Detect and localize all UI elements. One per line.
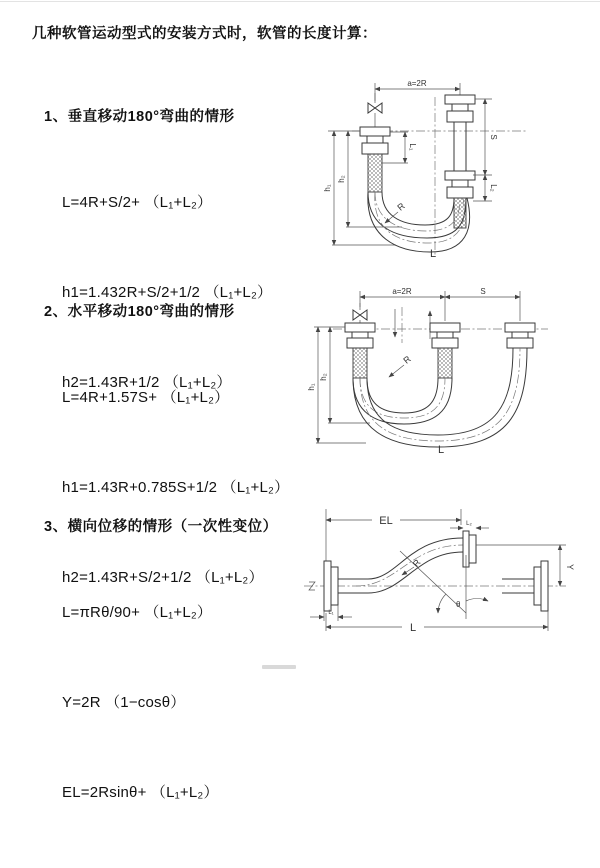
formula-line: L=4R+1.57S+ （L₁+L₂）	[62, 389, 230, 406]
dim-label-h2: h₂	[337, 175, 346, 183]
upper-right-flange	[463, 531, 476, 567]
left-flange	[345, 323, 375, 348]
leader-line-r	[385, 212, 398, 223]
diagram-lateral-displacement	[298, 505, 598, 640]
dim-label-a2r: a=2R	[392, 287, 412, 296]
leader-line-r	[389, 365, 404, 377]
dim-label-y: Y	[565, 563, 575, 571]
theta-arc	[438, 594, 446, 613]
section-1-heading: 1、垂直移动180°弯曲的情形	[44, 109, 235, 125]
braided-hose-section	[438, 348, 452, 378]
braided-hose-section	[368, 154, 382, 192]
formula-line: h1=1.432R+S/2+1/2 （L₁+L₂）	[62, 284, 273, 301]
angle-label-theta: θ	[456, 600, 461, 609]
hose-s-curve	[356, 538, 463, 593]
diagram-horizontal-180-bend	[308, 285, 598, 455]
theta-arc	[466, 599, 488, 601]
leader-line-r	[402, 567, 414, 575]
page-edge-mark	[262, 665, 296, 669]
right-flange-lower	[445, 171, 475, 198]
dim-label-l1: L₁	[328, 610, 334, 616]
formula-line: L=πRθ/90+ （L₁+L₂）	[62, 604, 213, 621]
dim-label-r: R	[395, 200, 407, 213]
dim-label-h1: h₁	[323, 184, 332, 192]
formula-line: EL=2Rsinθ+ （L₁+L₂）	[62, 784, 219, 801]
dim-label-r: R	[410, 557, 423, 569]
formula-line: h2=1.43R+1/2 （L₁+L₂）	[62, 374, 232, 391]
section-3-formulas	[62, 538, 219, 868]
left-flange	[324, 561, 338, 611]
formula-line: L=4R+S/2+ （L₁+L₂）	[62, 194, 213, 211]
right-flange-upper	[445, 95, 475, 122]
right-flange-moved	[505, 323, 535, 348]
hose-u-bend-original	[353, 378, 452, 424]
diagram-vertical-180-bend	[310, 75, 595, 260]
braided-hose-section	[353, 348, 367, 378]
dim-label-h1: h₁	[307, 383, 316, 391]
valve-icon	[353, 303, 367, 325]
page-top-rule	[0, 1, 600, 2]
left-flange	[360, 127, 390, 154]
dim-label-h2: h₂	[319, 373, 328, 381]
section-2-heading: 2、水平移动180°弯曲的情形	[44, 304, 235, 320]
dim-label-s: S	[489, 134, 498, 140]
dim-label-s: S	[480, 287, 486, 296]
middle-flange	[430, 323, 460, 348]
dim-label-l: L	[437, 444, 445, 456]
dim-label-l: L	[429, 248, 437, 260]
dim-label-el: EL	[379, 515, 393, 527]
formula-line: h2=1.43R+S/2+1/2 （L₁+L₂）	[62, 569, 264, 586]
page-title: 几种软管运动型式的安装方式时，软管的长度计算：	[32, 26, 377, 42]
dim-label-r: R	[401, 353, 413, 366]
lower-right-flange	[534, 561, 548, 611]
dim-label-l: L	[409, 622, 417, 634]
formula-line: Y=2R （1−cosθ）	[62, 694, 186, 711]
formula-line: h1=1.43R+0.785S+1/2 （L₁+L₂）	[62, 479, 290, 496]
dim-label-l2: L₂	[466, 521, 472, 527]
valve-icon	[368, 93, 382, 127]
dim-label-l1: L₁	[408, 143, 417, 151]
dim-label-l2: L₂	[489, 184, 498, 192]
section-3-heading: 3、横向位移的情形（一次性变位）	[44, 519, 278, 535]
dim-label-a2r: a=2R	[407, 79, 427, 88]
